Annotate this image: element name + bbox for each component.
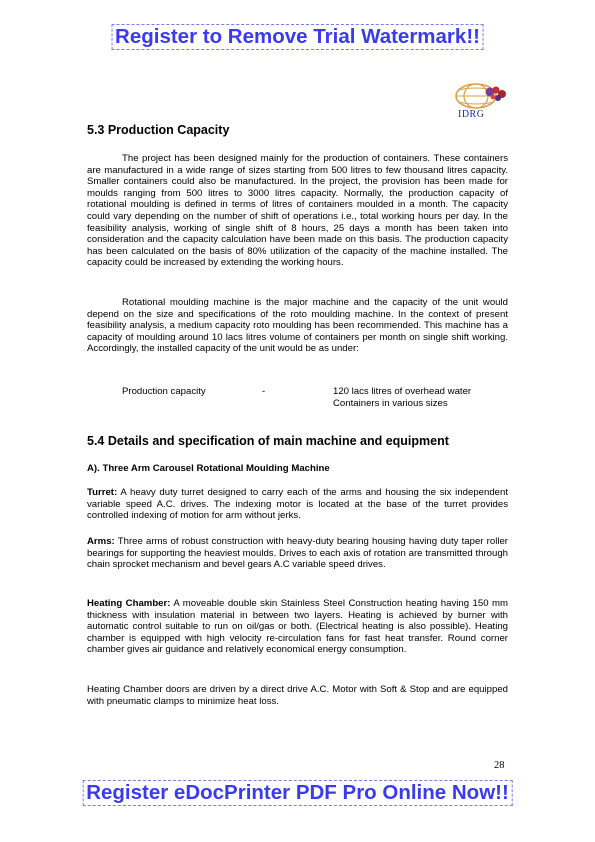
paragraph-heating-doors xyxy=(87,684,508,707)
heating-chamber-text xyxy=(87,598,508,656)
heating-doors-text: Heating Chamber doors are driven by a direct drive A.C. Motor with Soft & Stop and are equipped with pneumatic clamps to minimize heat loss. xyxy=(87,684,508,707)
capacity-value-line1: 120 lacs litres of overhead water xyxy=(333,386,472,397)
heating-chamber-body: A moveable double skin Stainless Steel Construction heating having 150 mm thickness with insulation material in between two layers. Heating is achieved by burner with automatic control suitable to run on oil/gas or both. (Electrical heating is also possible). Heating chamber is equipped with high velocity re-circulation fans for fast heat transfer. Round corner chamber gives air guidance and relatively economical energy consumption. xyxy=(87,598,509,656)
capacity-label: Production capacity xyxy=(122,386,206,397)
turret-label: Turret: xyxy=(87,487,118,498)
production-capacity-row xyxy=(122,386,206,398)
capacity-value-line2: Containers in various sizes xyxy=(333,397,448,409)
arms-text xyxy=(87,536,508,571)
section-heading-production-capacity: 5.3 Production Capacity xyxy=(87,123,230,137)
production-overview-text: The project has been designed mainly for the production of containers. These containers are manufactured in a wide range of sizes starting from 500 litres to few thousand litres capacity. Smaller containers could also be manufactured. In the project, the provision has been made for moulds ranging from 500 litres to 3000 litres capacity. Normally, the production capacity of rotational moulding is defined in terms of litres of containers moulded in a month. The capacity could vary depending on the number of shift of operations i.e., total working hours per day. In the feasibility analysis, working of single shift of 8 hours, 25 days a month has been taken into consideration and the capacity calculation have been made on this basis. The production capacity has been calculated on the basis of 80% utilization of the capacity of the machine installed. The capacity could be increased by extending the working hours. xyxy=(87,153,508,269)
section-heading-machine-details: 5.4 Details and specification of main machine and equipment xyxy=(87,434,449,448)
subheading-carousel-machine: A). Three Arm Carousel Rotational Moulding Machine xyxy=(87,463,330,474)
page-number: 28 xyxy=(494,760,505,771)
capacity-dash: - xyxy=(262,386,266,397)
paragraph-heating-chamber xyxy=(87,598,508,656)
turret-body: A heavy duty turret designed to carry each of the arms and housing the six independent variable speed A.C. drives. The indexing motor is located at the base of the turret provides controlled indexing of motion for arm without jerks. xyxy=(87,487,508,522)
capacity-value xyxy=(333,386,471,409)
paragraph-rotational-machine xyxy=(87,297,508,355)
heating-chamber-label: Heating Chamber: xyxy=(87,598,171,609)
section-5-3-heading-wrap xyxy=(87,123,508,138)
turret-text xyxy=(87,487,508,522)
logo-text: IDRG xyxy=(458,109,485,120)
subheading-carousel-wrap xyxy=(87,463,508,475)
paragraph-arms xyxy=(87,536,508,571)
rotational-machine-text: Rotational moulding machine is the major machine and the capacity of the unit would depend on the size and specifications of the roto moulding machine. In the context of present feasibility analysis, a medium capacity roto moulding has been recommended. This machine has a capacity of moulding around 10 lacs litres volume of containers per month on single shift working. Accordingly, the installed capacity of the unit would be as under: xyxy=(87,297,508,355)
arms-label: Arms: xyxy=(87,536,115,547)
paragraph-turret xyxy=(87,487,508,522)
section-5-4-heading-wrap xyxy=(87,434,508,449)
arms-body: Three arms of robust construction with heavy-duty bearing housing having duty taper roller bearings for supporting the heaviest moulds. Drives to each axis of rotation are transmitted through chain sprocket mechanism and bevel gears A.C variable speed drives. xyxy=(87,536,508,571)
watermark-top-banner: Register to Remove Trial Watermark!! xyxy=(111,24,484,50)
paragraph-production-overview xyxy=(87,153,508,269)
watermark-bottom-banner: Register eDocPrinter PDF Pro Online Now!! xyxy=(82,780,513,806)
